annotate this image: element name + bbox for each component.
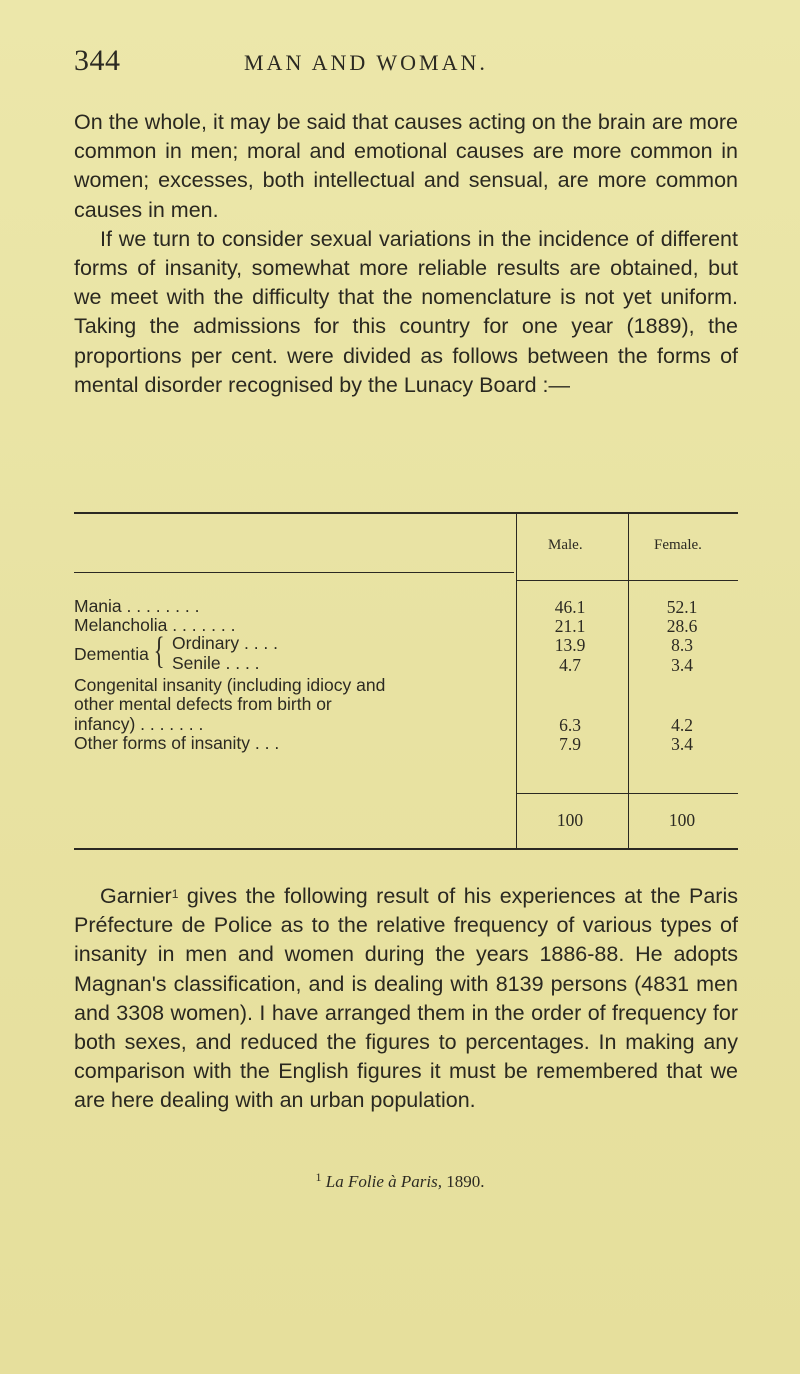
cell-total-male: 100: [556, 810, 584, 830]
table-total-rule: [516, 793, 738, 794]
column-header-female: Female.: [654, 537, 702, 553]
row-label-dementia: Dementia: [74, 644, 149, 664]
table-col-divider-2: [628, 512, 629, 850]
footnote-title: La Folie à Paris,: [325, 1172, 442, 1191]
table-top-rule: [74, 512, 738, 514]
cell-melancholia-female: 28.6: [666, 616, 698, 636]
running-head: [74, 44, 734, 84]
cell-senile-female: 3.4: [671, 655, 693, 675]
footnote-reference: 1: [171, 887, 179, 901]
row-label-congenital-1: Congenital insanity (including idiocy and: [74, 675, 386, 695]
table-bottom-rule: [74, 848, 738, 850]
table-header-bottom-rule: [516, 580, 738, 581]
paragraph-2-body: gives the following result of his experiences at the Paris Préfecture de Police as to the relative frequency of various types of insanity in men and women during the years 1886-88. He adopts Magnan's classification, and is dealing with 8139 persons (4831 men and 3308 women). I have arranged them in the order of frequency for both sexes, and reduced the figures to percentages. In making any comparison with the English figures it must be remembered that we are here dealing with an urban population.: [74, 884, 738, 1113]
author-name: Garnier: [100, 884, 172, 908]
row-label-melancholia: Melancholia . . . . . . .: [74, 615, 236, 635]
running-title: MAN AND WOMAN.: [244, 50, 488, 75]
row-label-mania: Mania . . . . . . . .: [74, 596, 200, 616]
cell-ordinary-male: 13.9: [554, 635, 586, 655]
table-col-divider-1: [516, 512, 517, 850]
paragraph-1a: On the whole, it may be said that causes acting on the brain are more common in men; moral and emotional causes are more common in women; excesses, both intellectual and sensual, are more common causes in men.: [74, 110, 738, 222]
footnote-year: 1890.: [441, 1172, 485, 1191]
footnote: [0, 1172, 800, 1192]
cell-congenital-male: 6.3: [559, 715, 581, 735]
dementia-brace: {: [153, 630, 165, 672]
cell-mania-female: 52.1: [666, 597, 698, 617]
page-number: 344: [74, 44, 121, 77]
cell-other-male: 7.9: [559, 734, 581, 754]
cell-senile-male: 4.7: [559, 655, 581, 675]
row-label-congenital-3: infancy) . . . . . . .: [74, 714, 204, 734]
cell-mania-male: 46.1: [554, 597, 586, 617]
paragraph-1b: If we turn to consider sexual variations in the incidence of different forms of insanity, somewhat more reliable results are obtained, but we meet with the difficulty that the nomenclature is not yet uniform. Taking the admissions for this country for one year (1889), the proportions per cent. were divided as follows between the forms of mental disorder recognised by the Lunacy Board :—: [74, 226, 738, 397]
row-label-ordinary: Ordinary . . . .: [172, 633, 278, 653]
cell-other-female: 3.4: [671, 734, 693, 754]
cell-ordinary-female: 8.3: [671, 635, 693, 655]
row-label-senile: Senile . . . .: [172, 653, 260, 673]
cell-congenital-female: 4.2: [671, 715, 693, 735]
row-label-congenital-2: other mental defects from birth or: [74, 694, 332, 714]
cell-melancholia-male: 21.1: [554, 616, 586, 636]
row-label-other-forms: Other forms of insanity . . .: [74, 733, 280, 753]
table-header-rule: [74, 572, 514, 573]
cell-total-female: 100: [668, 810, 696, 830]
paragraph-1: [74, 108, 738, 400]
paragraph-2: [74, 882, 738, 1116]
footnote-mark: 1: [315, 1170, 322, 1184]
column-header-male: Male.: [548, 537, 583, 553]
paragraph-2-text: [74, 882, 738, 1116]
